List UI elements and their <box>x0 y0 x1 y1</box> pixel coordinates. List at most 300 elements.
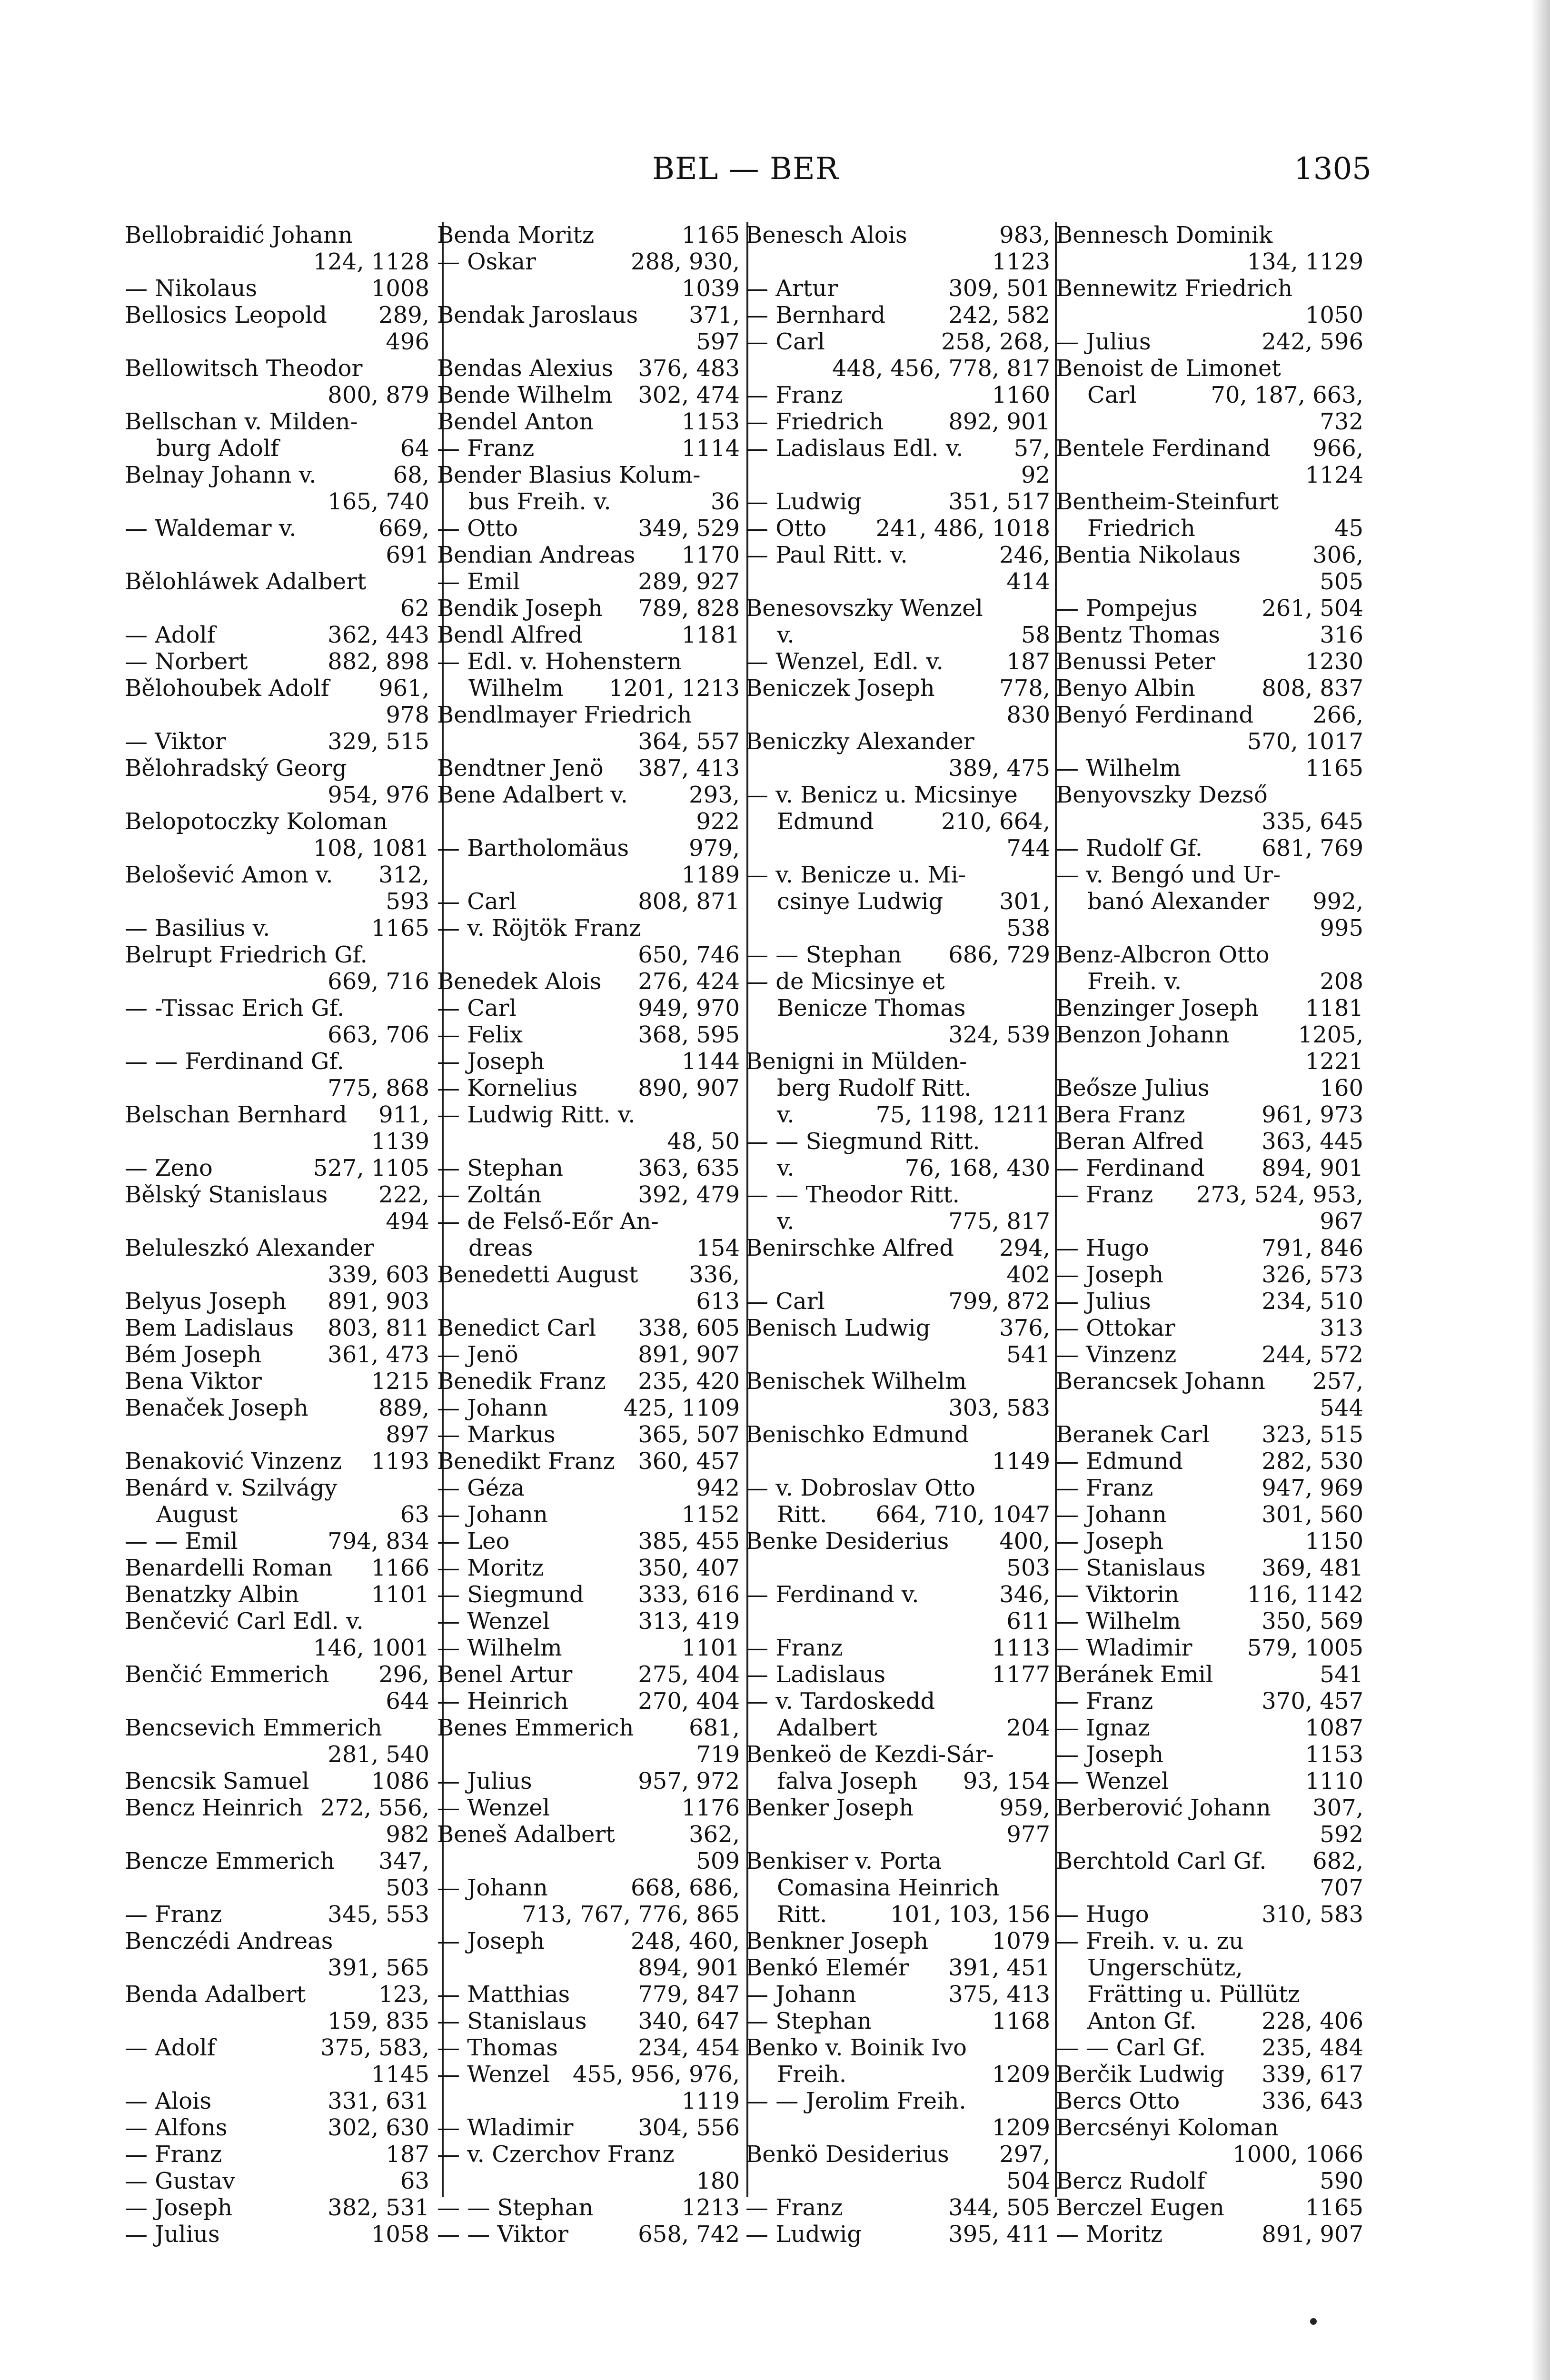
entry-page-refs: 778, <box>999 675 1050 702</box>
index-entry-line <box>745 355 1050 382</box>
entry-page-refs: 362, 443 <box>328 622 429 648</box>
entry-name: — Rudolf Gf. <box>1056 835 1202 862</box>
index-entry-line <box>1056 1528 1363 1555</box>
entry-name: Benzon Johann <box>1056 1021 1230 1048</box>
entry-page-refs: 977 <box>1006 1821 1050 1848</box>
index-entry-line <box>1056 222 1363 248</box>
index-entry-line <box>1056 1075 1363 1101</box>
entry-name: Benczédi Andreas <box>125 1928 333 1954</box>
entry-page-refs: 364, 557 <box>638 728 740 755</box>
entry-name: — Basilius v. <box>125 915 270 942</box>
entry-name: — Otto <box>437 515 518 542</box>
index-entry-line <box>1056 1235 1363 1261</box>
entry-page-refs: 1165 <box>1305 755 1363 782</box>
entry-page-refs: 312, <box>378 862 429 888</box>
index-entry-line <box>745 808 1050 835</box>
entry-name: Benke Desiderius <box>745 1528 949 1555</box>
entry-page-refs: 246, <box>999 542 1050 568</box>
index-entry-line <box>437 1901 740 1928</box>
index-column-1 <box>125 222 429 2269</box>
index-entry-line <box>437 1661 740 1688</box>
index-entry-line <box>437 1421 740 1448</box>
entry-name: Bělohradský Georg <box>125 755 347 782</box>
entry-page-refs: 361, 473 <box>328 1341 429 1368</box>
entry-page-refs: 911, <box>378 1101 429 1128</box>
index-entry-line <box>125 462 429 488</box>
entry-name: — Artur <box>745 275 838 302</box>
index-entry-line <box>1056 675 1363 702</box>
index-entry-line <box>125 1421 429 1448</box>
entry-page-refs: 316 <box>1320 622 1363 648</box>
entry-page-refs: 1215 <box>371 1368 429 1395</box>
entry-name: Benigni in Mülden- <box>745 1048 967 1075</box>
entry-page-refs: 180 <box>696 2168 740 2194</box>
index-entry-line <box>125 1874 429 1901</box>
entry-page-refs: 382, 531 <box>328 2194 429 2221</box>
entry-page-refs: 123, <box>378 1981 429 2008</box>
entry-page-refs: 347, <box>378 1848 429 1874</box>
index-entry-line <box>745 1555 1050 1581</box>
index-entry-line <box>437 542 740 568</box>
entry-name: Ungerschütz, <box>1087 1954 1243 1981</box>
entry-page-refs: 942 <box>696 1475 740 1501</box>
index-entry-line <box>437 1288 740 1315</box>
index-entry-line <box>745 942 1050 968</box>
entry-name: Benda Adalbert <box>125 1981 306 2008</box>
entry-page-refs: 966, <box>1312 435 1363 462</box>
index-entry-line <box>125 1341 429 1368</box>
entry-page-refs: 235, 420 <box>638 1368 740 1395</box>
index-entry-line <box>1056 1048 1363 1075</box>
entry-name: — Jenö <box>437 1341 518 1368</box>
index-entry-line <box>125 382 429 408</box>
entry-page-refs: 892, 901 <box>948 408 1050 435</box>
index-entry-line <box>125 728 429 755</box>
index-entry-line <box>1056 862 1363 888</box>
index-entry-line <box>745 1901 1050 1928</box>
index-entry-line <box>745 1021 1050 1048</box>
entry-name: — Adolf <box>125 2034 216 2061</box>
entry-name: Belošević Amon v. <box>125 862 333 888</box>
entry-page-refs: 954, 976 <box>328 782 429 808</box>
entry-page-refs: 686, 729 <box>948 942 1050 968</box>
index-entry-line <box>745 1368 1050 1395</box>
entry-name: — Johann <box>437 1501 548 1528</box>
entry-page-refs: 75, 1198, 1211 <box>875 1101 1050 1128</box>
index-entry-line <box>1056 1928 1363 1954</box>
entry-page-refs: 387, 413 <box>638 755 740 782</box>
index-entry-line <box>125 2141 429 2168</box>
entry-page-refs: 664, 710, 1047 <box>875 1501 1050 1528</box>
entry-name: — Moritz <box>1056 2221 1163 2248</box>
index-entry-line <box>125 968 429 995</box>
entry-page-refs: 455, 956, 976, <box>572 2061 740 2088</box>
entry-name: — Franz <box>745 1635 843 1661</box>
entry-name: — Stanislaus <box>437 2008 587 2034</box>
entry-name: — v. Benicze u. Mi- <box>745 862 966 888</box>
index-entry-line <box>125 1715 429 1741</box>
entry-page-refs: 70, 187, 663, <box>1211 382 1363 408</box>
entry-page-refs: 1165 <box>681 222 740 248</box>
entry-name: Bercsényi Koloman <box>1056 2114 1279 2141</box>
entry-page-refs: 241, 486, 1018 <box>875 515 1050 542</box>
entry-page-refs: 544 <box>1320 1395 1363 1421</box>
entry-page-refs: 744 <box>1006 835 1050 862</box>
index-entry-line <box>437 2008 740 2034</box>
index-entry-line <box>745 1795 1050 1821</box>
index-entry-line <box>745 915 1050 942</box>
index-entry-line <box>125 275 429 302</box>
index-entry-line <box>437 462 740 488</box>
entry-page-refs: 272, 556, <box>320 1795 429 1821</box>
entry-page-refs: 210, 664, <box>941 808 1050 835</box>
index-entry-line <box>1056 488 1363 515</box>
index-entry-line <box>745 462 1050 488</box>
entry-name: — Markus <box>437 1421 556 1448</box>
entry-page-refs: 791, 846 <box>1262 1235 1363 1261</box>
index-entry-line <box>1056 1954 1363 1981</box>
entry-page-refs: 302, 474 <box>638 382 740 408</box>
entry-name: — Franz <box>125 1901 222 1928</box>
entry-name: — Ludwig <box>745 488 862 515</box>
index-entry-line <box>125 488 429 515</box>
index-entry-line <box>437 2141 740 2168</box>
entry-page-refs: 338, 605 <box>638 1315 740 1341</box>
index-entry-line <box>745 1261 1050 1288</box>
entry-name: — Wenzel <box>437 2061 550 2088</box>
entry-name: Bennesch Dominik <box>1056 222 1273 248</box>
entry-page-refs: 775, 868 <box>328 1075 429 1101</box>
entry-name: — Carl <box>437 888 517 915</box>
entry-name: — -Tissac Erich Gf. <box>125 995 345 1021</box>
index-entry-line <box>125 1528 429 1555</box>
index-entry-line <box>125 2221 429 2248</box>
entry-page-refs: 273, 524, 953, <box>1196 1181 1363 1208</box>
entry-page-refs: 503 <box>1006 1555 1050 1581</box>
entry-page-refs: 45 <box>1334 515 1363 542</box>
index-entry-line <box>437 1075 740 1101</box>
entry-name: Bendel Anton <box>437 408 594 435</box>
index-entry-line <box>1056 1341 1363 1368</box>
index-entry-line <box>125 1368 429 1395</box>
entry-name: — Joseph <box>437 1928 545 1954</box>
entry-page-refs: 301, 560 <box>1262 1501 1363 1528</box>
entry-page-refs: 1000, 1066 <box>1232 2141 1363 2168</box>
entry-page-refs: 375, 413 <box>948 1981 1050 2008</box>
index-entry-line <box>745 675 1050 702</box>
entry-page-refs: 668, 686, <box>630 1874 740 1901</box>
entry-name: Carl <box>1087 382 1137 408</box>
entry-page-refs: 294, <box>999 1235 1050 1261</box>
entry-name: Benedikt Franz <box>437 1448 615 1475</box>
entry-page-refs: 891, 907 <box>1262 2221 1363 2248</box>
index-entry-line <box>745 2088 1050 2114</box>
entry-page-refs: 982 <box>386 1821 429 1848</box>
entry-name: Benaković Vinzenz <box>125 1448 342 1475</box>
index-entry-line <box>125 1981 429 2008</box>
index-entry-line <box>437 248 740 275</box>
entry-page-refs: 1139 <box>371 1128 429 1155</box>
entry-name: — v. Röjtök Franz <box>437 915 641 942</box>
index-entry-line <box>437 808 740 835</box>
index-entry-line <box>1056 1608 1363 1635</box>
index-entry-line <box>125 1101 429 1128</box>
entry-page-refs: 234, 510 <box>1262 1288 1363 1315</box>
index-entry-line <box>1056 1581 1363 1608</box>
entry-page-refs: 570, 1017 <box>1247 728 1363 755</box>
entry-page-refs: 541 <box>1006 1341 1050 1368</box>
index-entry-line <box>745 648 1050 675</box>
entry-page-refs: 304, 556 <box>638 2114 740 2141</box>
entry-name: Benyovszky Dezső <box>1056 782 1268 808</box>
index-entry-line <box>745 515 1050 542</box>
entry-page-refs: 58 <box>1021 622 1050 648</box>
entry-name: Berberović Johann <box>1056 1795 1271 1821</box>
entry-page-refs: 1101 <box>681 1635 740 1661</box>
index-entry-line <box>1056 1555 1363 1581</box>
index-column-2 <box>437 222 740 2269</box>
entry-name: Bene Adalbert v. <box>437 782 628 808</box>
index-entry-line <box>1056 275 1363 302</box>
index-entry-line <box>745 2008 1050 2034</box>
entry-name: — Joseph <box>1056 1528 1164 1555</box>
entry-name: Bellobraidić Johann <box>125 222 353 248</box>
entry-name: — Franz <box>1056 1688 1153 1715</box>
entry-page-refs: 1124 <box>1305 462 1363 488</box>
index-entry-line <box>1056 355 1363 382</box>
index-entry-line <box>1056 942 1363 968</box>
index-entry-line <box>745 702 1050 728</box>
entry-name: — Wenzel <box>437 1795 550 1821</box>
entry-page-refs: 593 <box>386 888 429 915</box>
entry-name: Benirschke Alfred <box>745 1235 954 1261</box>
entry-page-refs: 350, 569 <box>1262 1608 1363 1635</box>
entry-page-refs: 1205, <box>1298 1021 1363 1048</box>
entry-name: Bencsik Samuel <box>125 1768 309 1795</box>
entry-name: Benzinger Joseph <box>1056 995 1259 1021</box>
entry-page-refs: 597 <box>696 328 740 355</box>
entry-name: Benischek Wilhelm <box>745 1368 967 1395</box>
entry-page-refs: 681, <box>689 1715 740 1741</box>
entry-page-refs: 1213 <box>681 2194 740 2221</box>
entry-name: Bencsevich Emmerich <box>125 1715 382 1741</box>
index-entry-line <box>1056 1368 1363 1395</box>
entry-page-refs: 351, 517 <box>948 488 1050 515</box>
entry-page-refs: 1114 <box>681 435 740 462</box>
index-entry-line <box>125 1901 429 1928</box>
index-entry-line <box>125 2168 429 2194</box>
index-entry-line <box>125 1128 429 1155</box>
index-entry-line <box>437 1395 740 1421</box>
index-entry-line <box>1056 1501 1363 1528</box>
index-entry-line <box>1056 2221 1363 2248</box>
index-entry-line <box>745 1448 1050 1475</box>
entry-page-refs: 310, 583 <box>1262 1901 1363 1928</box>
index-entry-line <box>745 542 1050 568</box>
entry-name: Benkiser v. Porta <box>745 1848 942 1874</box>
entry-name: — Carl <box>437 995 517 1021</box>
index-entry-line <box>437 2168 740 2194</box>
entry-name: Benker Joseph <box>745 1795 914 1821</box>
entry-page-refs: 1145 <box>371 2061 429 2088</box>
index-entry-line <box>437 1261 740 1288</box>
entry-page-refs: 362, <box>689 1821 740 1848</box>
entry-name: — Stanislaus <box>1056 1555 1206 1581</box>
entry-name: Freih. <box>777 2061 847 2088</box>
index-entry-line <box>125 1581 429 1608</box>
entry-page-refs: 336, 643 <box>1262 2088 1363 2114</box>
index-entry-line <box>1056 1315 1363 1341</box>
entry-page-refs: 1166 <box>371 1555 429 1581</box>
entry-page-refs: 360, 457 <box>638 1448 740 1475</box>
entry-name: — Bartholomäus <box>437 835 629 862</box>
entry-page-refs: 789, 828 <box>638 595 740 622</box>
entry-name: — Wladimir <box>437 2114 574 2141</box>
index-entry-line <box>745 1528 1050 1555</box>
entry-name: — v. Czerchov Franz <box>437 2141 675 2168</box>
index-entry-line <box>1056 995 1363 1021</box>
entry-name: — Zoltán <box>437 1181 542 1208</box>
entry-page-refs: 301, <box>999 888 1050 915</box>
entry-page-refs: 288, 930, <box>630 248 740 275</box>
entry-page-refs: 732 <box>1320 408 1363 435</box>
index-entry-line <box>125 1768 429 1795</box>
entry-page-refs: 1201, 1213 <box>609 675 740 702</box>
entry-name: — Otto <box>745 515 827 542</box>
entry-page-refs: 992, <box>1312 888 1363 915</box>
entry-name: — Joseph <box>437 1048 545 1075</box>
index-entry-line <box>125 2061 429 2088</box>
entry-page-refs: 1170 <box>681 542 740 568</box>
index-entry-line <box>125 1661 429 1688</box>
ink-dot <box>1310 2318 1317 2325</box>
entry-name: Bena Viktor <box>125 1368 262 1395</box>
entry-page-refs: 682, <box>1312 1848 1363 1874</box>
entry-name: — Matthias <box>437 1981 570 2008</box>
entry-page-refs: 590 <box>1320 2168 1363 2194</box>
entry-page-refs: 1008 <box>371 275 429 302</box>
entry-name: Benedek Alois <box>437 968 602 995</box>
index-column-4 <box>1056 222 1363 2269</box>
entry-name: — Julius <box>437 1768 532 1795</box>
entry-page-refs: 1039 <box>681 275 740 302</box>
entry-name: Wilhelm <box>468 675 564 702</box>
index-entry-line <box>745 622 1050 648</box>
entry-page-refs: 326, 573 <box>1262 1261 1363 1288</box>
entry-name: Bendl Alfred <box>437 622 583 648</box>
entry-name: Belrupt Friedrich Gf. <box>125 942 368 968</box>
entry-page-refs: 57, <box>1013 435 1050 462</box>
entry-page-refs: 63 <box>400 2168 429 2194</box>
index-entry-line <box>125 942 429 968</box>
entry-name: Benoist de Limonet <box>1056 355 1281 382</box>
entry-page-refs: 336, <box>689 1261 740 1288</box>
index-entry-line <box>125 1208 429 1235</box>
index-entry-line <box>745 275 1050 302</box>
entry-page-refs: 1165 <box>1305 2194 1363 2221</box>
index-entry-line <box>125 248 429 275</box>
index-entry-line <box>1056 1874 1363 1901</box>
entry-name: — Stephan <box>437 1155 564 1181</box>
index-entry-line <box>745 1688 1050 1715</box>
entry-page-refs: 391, 565 <box>328 1954 429 1981</box>
index-entry-line <box>437 995 740 1021</box>
index-entry-line <box>125 648 429 675</box>
entry-name: — — Stephan <box>745 942 902 968</box>
entry-name: Benel Artur <box>437 1661 573 1688</box>
index-entry-line <box>1056 1181 1363 1208</box>
entry-name: — Hugo <box>1056 1235 1149 1261</box>
entry-name: — Siegmund <box>437 1581 584 1608</box>
index-entry-line <box>1056 915 1363 942</box>
index-entry-line <box>745 408 1050 435</box>
entry-page-refs: 258, 268, <box>941 328 1050 355</box>
index-entry-line <box>1056 1208 1363 1235</box>
entry-name: — Franz <box>1056 1475 1153 1501</box>
entry-name: Berčik Ludwig <box>1056 2061 1224 2088</box>
entry-name: Bercz Rudolf <box>1056 2168 1205 2194</box>
entry-name: — Adolf <box>125 622 216 648</box>
entry-name: Benicze Thomas <box>777 995 966 1021</box>
index-entry-line <box>745 1635 1050 1661</box>
index-entry-line <box>745 222 1050 248</box>
entry-page-refs: 324, 539 <box>948 1021 1050 1048</box>
index-entry-line <box>1056 1635 1363 1661</box>
entry-page-refs: 275, 404 <box>638 1661 740 1688</box>
index-entry-line <box>125 675 429 702</box>
entry-page-refs: 538 <box>1006 915 1050 942</box>
entry-name: — Ludwig Ritt. v. <box>437 1101 636 1128</box>
index-entry-line <box>437 1821 740 1848</box>
entry-page-refs: 276, 424 <box>638 968 740 995</box>
entry-name: — de Felső-Eőr An- <box>437 1208 659 1235</box>
index-entry-line <box>437 1954 740 1981</box>
entry-page-refs: 891, 903 <box>328 1288 429 1315</box>
index-entry-line <box>745 1181 1050 1208</box>
index-entry-line <box>125 1475 429 1501</box>
entry-page-refs: 244, 572 <box>1262 1341 1363 1368</box>
entry-name: — Wenzel, Edl. v. <box>745 648 944 675</box>
entry-page-refs: 323, 515 <box>1262 1421 1363 1448</box>
entry-page-refs: 368, 595 <box>638 1021 740 1048</box>
entry-page-refs: 541 <box>1320 1661 1363 1688</box>
entry-page-refs: 234, 454 <box>638 2034 740 2061</box>
index-entry-line <box>437 2194 740 2221</box>
index-entry-line <box>1056 568 1363 595</box>
entry-name: Ritt. <box>777 1501 827 1528</box>
index-entry-line <box>745 1715 1050 1741</box>
entry-page-refs: 146, 1001 <box>313 1635 429 1661</box>
entry-page-refs: 204 <box>1006 1715 1050 1741</box>
entry-name: Bennewitz Friedrich <box>1056 275 1293 302</box>
entry-name: Comasina Heinrich <box>777 1874 1000 1901</box>
entry-name: bus Freih. v. <box>468 488 611 515</box>
index-entry-line <box>437 1874 740 1901</box>
index-entry-line <box>125 1635 429 1661</box>
entry-name: Bellowitsch Theodor <box>125 355 363 382</box>
index-entry-line <box>745 1421 1050 1448</box>
index-entry-line <box>745 2168 1050 2194</box>
index-entry-line <box>437 1768 740 1795</box>
index-entry-line <box>745 328 1050 355</box>
index-entry-line <box>745 1235 1050 1261</box>
entry-page-refs: 425, 1109 <box>623 1395 740 1421</box>
entry-page-refs: 165, 740 <box>328 488 429 515</box>
entry-page-refs: 289, <box>378 302 429 328</box>
entry-page-refs: 891, 907 <box>638 1341 740 1368</box>
index-entry-line <box>437 1501 740 1528</box>
entry-name: — Julius <box>1056 1288 1151 1315</box>
